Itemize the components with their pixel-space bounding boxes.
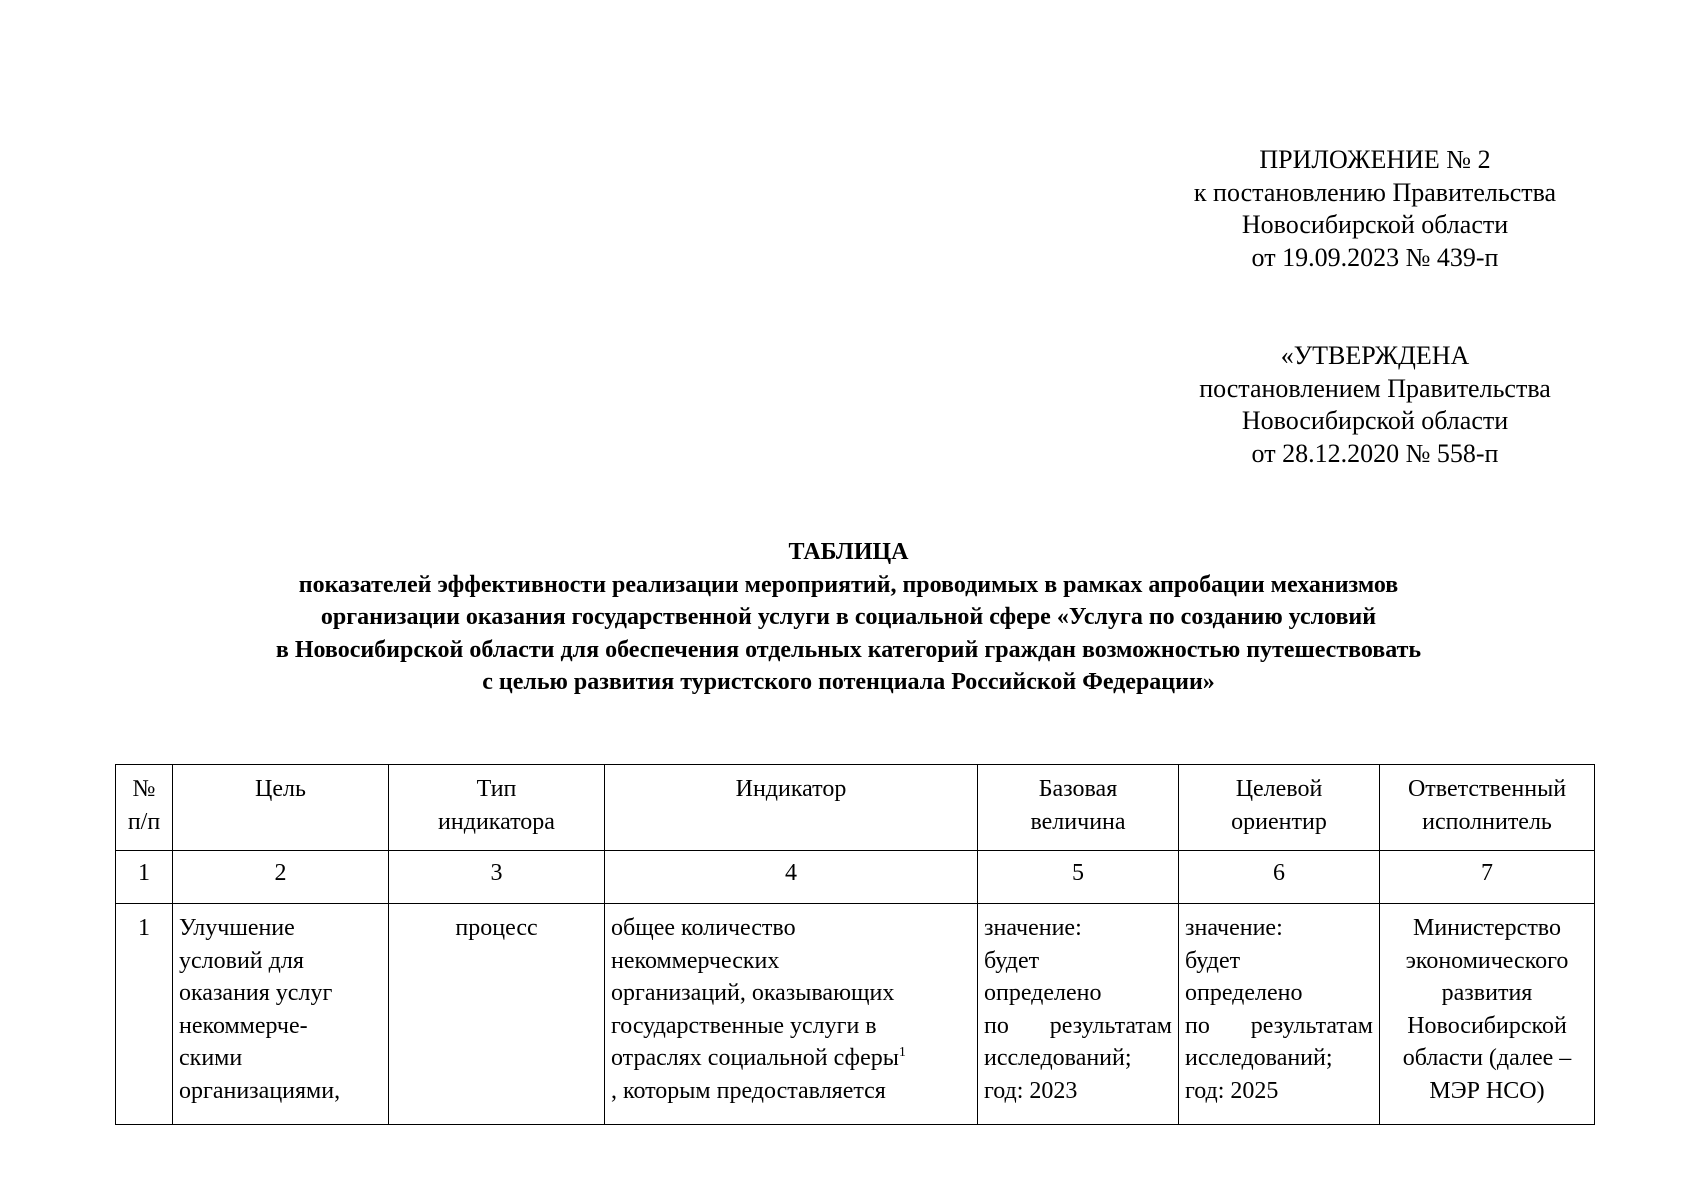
approval-notice — [1165, 340, 1585, 470]
indicators-table — [115, 764, 1595, 1125]
column-number: 6 — [1179, 851, 1380, 904]
column-number: 5 — [978, 851, 1179, 904]
header-cell-indicator: Индикатор — [605, 765, 978, 851]
title-line: в Новосибирской области для обеспечения отдельных категорий граждан возможностью путешествовать — [275, 636, 1422, 663]
cell-target-value: значение: будет определено по результатам исследований; год: 2025 — [1179, 904, 1380, 1125]
column-number: 3 — [389, 851, 605, 904]
cell-indicator-type: процесс — [389, 904, 605, 1125]
approval-line: постановлением Правительства — [1199, 373, 1551, 403]
table-row — [116, 904, 1595, 1125]
header-cell-executor: Ответственный исполнитель — [1380, 765, 1595, 851]
footnote-marker: 1 — [898, 1045, 906, 1060]
header-cell-number: № п/п — [116, 765, 173, 851]
title-line: показателей эффективности реализации мероприятий, проводимых в рамках апробации механизмов — [298, 571, 1399, 598]
table-header-row — [116, 765, 1595, 851]
approval-line: Новосибирской области — [1241, 406, 1509, 435]
cell-base-value: значение: будет определено по результатам исследований; год: 2023 — [978, 904, 1179, 1125]
title-line: с целью развития туристского потенциала Российской Федерации» — [482, 669, 1215, 695]
cell-row-number: 1 — [116, 904, 173, 1125]
appendix-line: ПРИЛОЖЕНИЕ № 2 — [1259, 145, 1491, 174]
column-number: 7 — [1380, 851, 1595, 904]
document-title — [0, 536, 1697, 699]
column-number: 1 — [116, 851, 173, 904]
approval-line: от 28.12.2020 № 558-п — [1251, 438, 1499, 468]
cell-executor: Министерство экономического развития Новосибирской области (далее – МЭР НСО) — [1380, 904, 1595, 1125]
appendix-line: от 19.09.2023 № 439-п — [1251, 242, 1499, 272]
header-cell-target: Целевой ориентир — [1179, 765, 1380, 851]
column-number: 4 — [605, 851, 978, 904]
column-numbers-row — [116, 851, 1595, 904]
header-cell-goal: Цель — [173, 765, 389, 851]
title-line: организации оказания государственной услуги в социальной сфере «Услуга по созданию условий — [320, 604, 1377, 630]
cell-indicator: общее количество некоммерческих организаций, оказывающих государственные услуги в отраслях социальной сферы$^1$ , которым предоставляется — [605, 904, 978, 1125]
header-cell-type: Тип индикатора — [389, 765, 605, 851]
appendix-line: к постановлению Правительства — [1193, 177, 1557, 207]
approval-line: «УТВЕРЖДЕНА — [1280, 341, 1470, 370]
column-number: 2 — [173, 851, 389, 904]
title-heading: ТАБЛИЦА — [788, 539, 909, 565]
header-cell-base: Базовая величина — [978, 765, 1179, 851]
appendix-notice — [1165, 144, 1585, 274]
cell-goal: Улучшение условий для оказания услуг некоммерче- скими организациями, — [173, 904, 389, 1125]
appendix-line: Новосибирской области — [1241, 210, 1509, 239]
